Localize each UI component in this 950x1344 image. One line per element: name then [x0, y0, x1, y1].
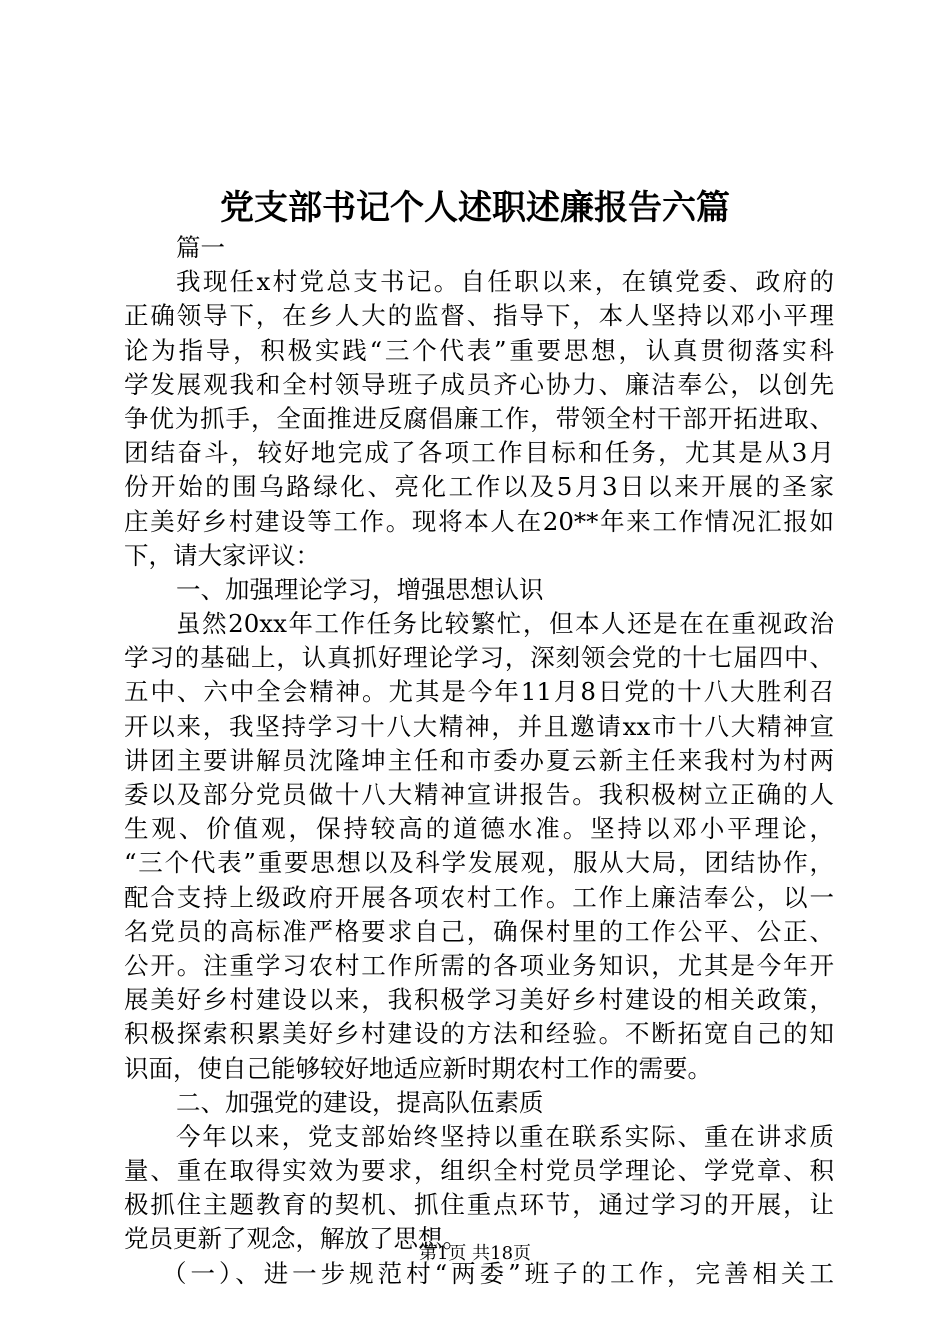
paragraph-line: 积极探索积累美好乡村建设的方法和经验。不断拓宽自己的知	[124, 1019, 834, 1049]
paragraph-line: 开以来，我坚持学习十八大精神，并且邀请xx市十八大精神宣	[124, 711, 834, 741]
paragraph-line: 展美好乡村建设以来，我积极学习美好乡村建设的相关政策，	[124, 985, 834, 1015]
paragraph-line: 争优为抓手，全面推进反腐倡廉工作，带领全村干部开拓进取、	[124, 403, 834, 433]
paragraph-line: 五中、六中全会精神。尤其是今年11月8日党的十八大胜利召	[124, 677, 834, 707]
section-heading: 一、加强理论学习，增强思想认识	[176, 574, 544, 604]
paragraph-line: 论为指导，积极实践“三个代表”重要思想，认真贯彻落实科	[124, 335, 834, 365]
paragraph-line: 委以及部分党员做十八大精神宣讲报告。我积极树立正确的人	[124, 780, 834, 809]
paragraph-line: 讲团主要讲解员沈隆坤主任和市委办夏云新主任来我村为村两	[124, 745, 834, 775]
page-footer: 第1页 共18页	[418, 1243, 532, 1264]
section-label: 篇一	[176, 233, 225, 262]
paragraph-line: “三个代表”重要思想以及科学发展观，服从大局，团结协作，	[124, 848, 834, 878]
paragraph-line: 庄美好乡村建设等工作。现将本人在20**年来工作情况汇报如	[124, 506, 834, 536]
document-body	[124, 231, 834, 1291]
paragraph-line: 我现任x村党总支书记。自任职以来，在镇党委、政府的	[176, 267, 834, 297]
paragraph-line: 份开始的围乌路绿化、亮化工作以及5月3日以来开展的圣家	[124, 472, 834, 502]
paragraph-line: 生观、价值观，保持较高的道德水准。坚持以邓小平理论，	[124, 814, 834, 844]
paragraph-line: 名党员的高标准严格要求自己，确保村里的工作公平、公正、	[124, 916, 834, 946]
paragraph-line: 学发展观我和全村领导班子成员齐心协力、廉洁奉公，以创先	[124, 369, 834, 399]
paragraph-line: 配合支持上级政府开展各项农村工作。工作上廉洁奉公，以一	[124, 882, 834, 912]
paragraph-line: 今年以来，党支部始终坚持以重在联系实际、重在讲求质	[176, 1121, 834, 1151]
paragraph-line: 党员更新了观念，解放了思想。	[124, 1224, 467, 1254]
paragraph-line: 下，请大家评议：	[124, 540, 320, 570]
paragraph-line: 识面，使自己能够较好地适应新时期农村工作的需要。	[124, 1053, 712, 1083]
paragraph-line: 公开。注重学习农村工作所需的各项业务知识，尤其是今年开	[124, 950, 834, 980]
paragraph-line: 量、重在取得实效为要求，组织全村党员学理论、学党章、积	[124, 1156, 834, 1186]
document-title: 党支部书记个人述职述廉报告六篇	[220, 188, 730, 228]
section-heading: 二、加强党的建设，提高队伍素质	[176, 1087, 544, 1117]
paragraph-line: 学习的基础上，认真抓好理论学习，深刻领会党的十七届四中、	[124, 643, 834, 673]
subsection-heading: （一）、进一步规范村“两委”班子的工作，完善相关工	[162, 1258, 834, 1288]
paragraph-line: 虽然20xx年工作任务比较繁忙，但本人还是在在重视政治	[176, 609, 834, 639]
paragraph-line: 团结奋斗，较好地完成了各项工作目标和任务，尤其是从3月	[124, 438, 834, 468]
paragraph-line: 极抓住主题教育的契机、抓住重点环节，通过学习的开展，让	[124, 1190, 834, 1220]
paragraph-line: 正确领导下，在乡人大的监督、指导下，本人坚持以邓小平理	[124, 301, 834, 331]
